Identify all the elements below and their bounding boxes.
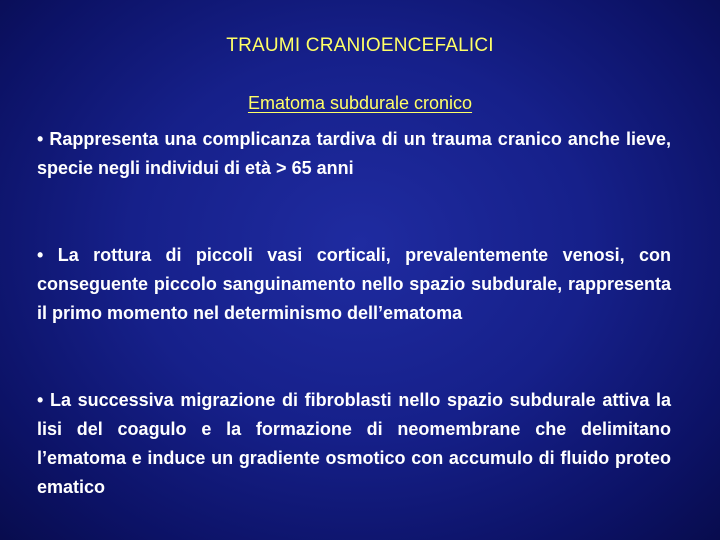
bullet-paragraph-1: • Rappresenta una complicanza tardiva di un trauma cranico anche lieve, specie negli individui di età > 65 anni xyxy=(37,129,671,178)
slide-title: TRAUMI CRANIOENCEFALICI xyxy=(226,35,494,56)
slide-subtitle: Ematoma subdurale cronico xyxy=(247,93,473,113)
bullet-paragraph-3: • La successiva migrazione di fibroblasti nello spazio subdurale attiva la lisi del coagulo e la formazione di neomembrane che delimitano l’ematoma e induce un gradiente osmotico con accumulo di fluido proteo ematico xyxy=(37,390,671,497)
bullet-paragraph-2: • La rottura di piccoli vasi corticali, prevalentemente venosi, con conseguente piccolo sanguinamento nello spazio subdurale, rappresenta il primo momento nel determinismo dell’ematoma xyxy=(37,245,671,323)
